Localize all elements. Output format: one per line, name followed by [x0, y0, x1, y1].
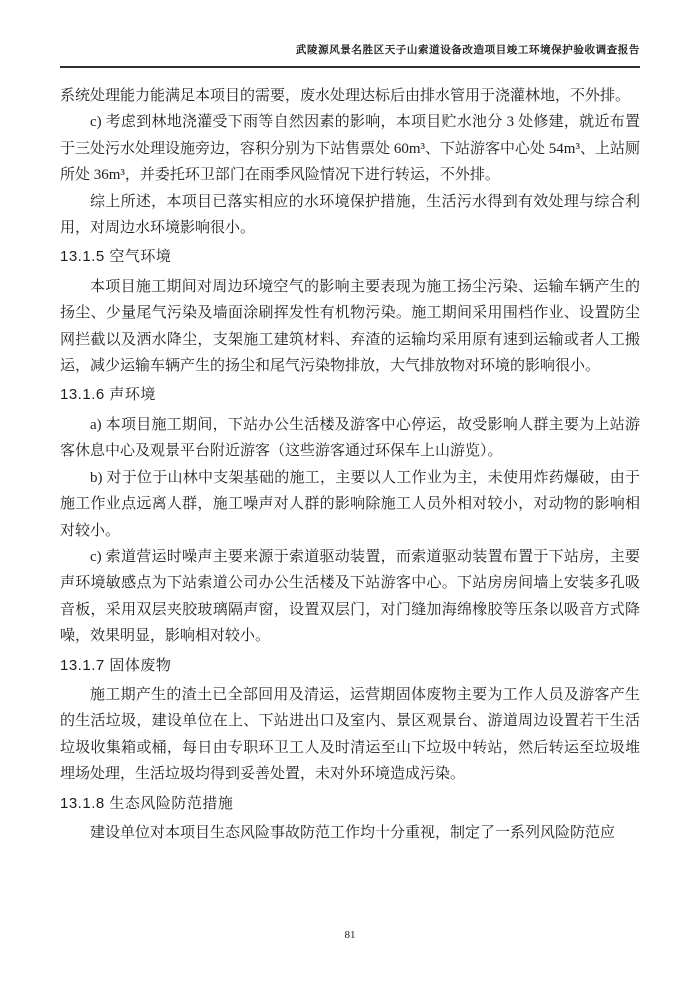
document-body [60, 68, 640, 846]
section-heading-13-1-8: 13.1.8 生态风险防范措施 [60, 794, 234, 812]
page-footer [0, 925, 700, 943]
paragraph: c) 索道营运时噪声主要来源于索道驱动装置，而索道驱动装置布置于下站房，主要声环境敏感点为下站索道公司办公生活楼及下站游客中心。下站房房间墙上安装多孔吸音板，采用双层夹胶玻璃隔声窗，设置双层门，对门缝加海绵橡胶等压条以吸音方式降噪，效果明显，影响相对较小。 [60, 548, 640, 645]
paragraph: a) 本项目施工期间，下站办公生活楼及游客中心停运，故受影响人群主要为上站游客休息中心及观景平台附近游客（这些游客通过环保车上山游览）。 [60, 416, 640, 460]
page-number: 81 [344, 929, 356, 941]
paragraph: 本项目施工期间对周边环境空气的影响主要表现为施工扬尘污染、运输车辆产生的扬尘、少量尾气污染及墙面涂刷挥发性有机物污染。施工期间采用围档作业、设置防尘网拦截以及洒水降尘，支架施工建筑材料、弃渣的运输均采用原有速到运输或者人工搬运，减少运输车辆产生的扬尘和尾气污染物排放，大气排放物对环境的影响很小。 [60, 278, 640, 375]
paragraph: 建设单位对本项目生态风险事故防范工作均十分重视，制定了一系列风险防范应 [90, 824, 616, 841]
paragraph: 施工期产生的渣土已全部回用及清运，运营期固体废物主要为工作人员及游客产生的生活垃圾，建设单位在上、下站进出口及室内、景区观景台、游道周边设置若干生活垃圾收集箱或桶，每日由专职环卫工人及时清运至山下垃圾中转站，然后转运至垃圾堆埋场处理，生活垃圾均得到妥善处置，未对外环境造成污染。 [60, 686, 640, 783]
section-heading-13-1-6: 13.1.6 声环境 [60, 386, 156, 404]
paragraph: c) 考虑到林地浇灌受下雨等自然因素的影响，本项目贮水池分 3 处修建，就近布置于三处污水处理设施旁边，容积分别为下站售票处 60m³、下站游客中心处 54m³、上站厕所处 36m³，并委托环卫部门在雨季风险情况下进行转运，不外排。 [60, 114, 640, 184]
paragraph: b) 对于位于山林中支架基础的施工，主要以人工作业为主，未使用炸药爆破，由于施工作业点远离人群，施工噪声对人群的影响除施工人员外相对较小，对动物的影响相对较小。 [60, 469, 640, 539]
section-heading-13-1-7: 13.1.7 固体废物 [60, 656, 172, 674]
paragraph: 综上所述，本项目已落实相应的水环境保护措施，生活污水得到有效处理与综合利用，对周边水环境影响很小。 [60, 193, 640, 237]
paragraph: 系统处理能力能满足本项目的需要，废水处理达标后由排水管用于浇灌林地，不外排。 [60, 88, 631, 104]
section-heading-13-1-5: 13.1.5 空气环境 [60, 248, 172, 266]
page-header [60, 44, 640, 68]
report-header-title: 武陵源风景名胜区天子山索道设备改造项目竣工环境保护验收调查报告 [295, 45, 640, 56]
